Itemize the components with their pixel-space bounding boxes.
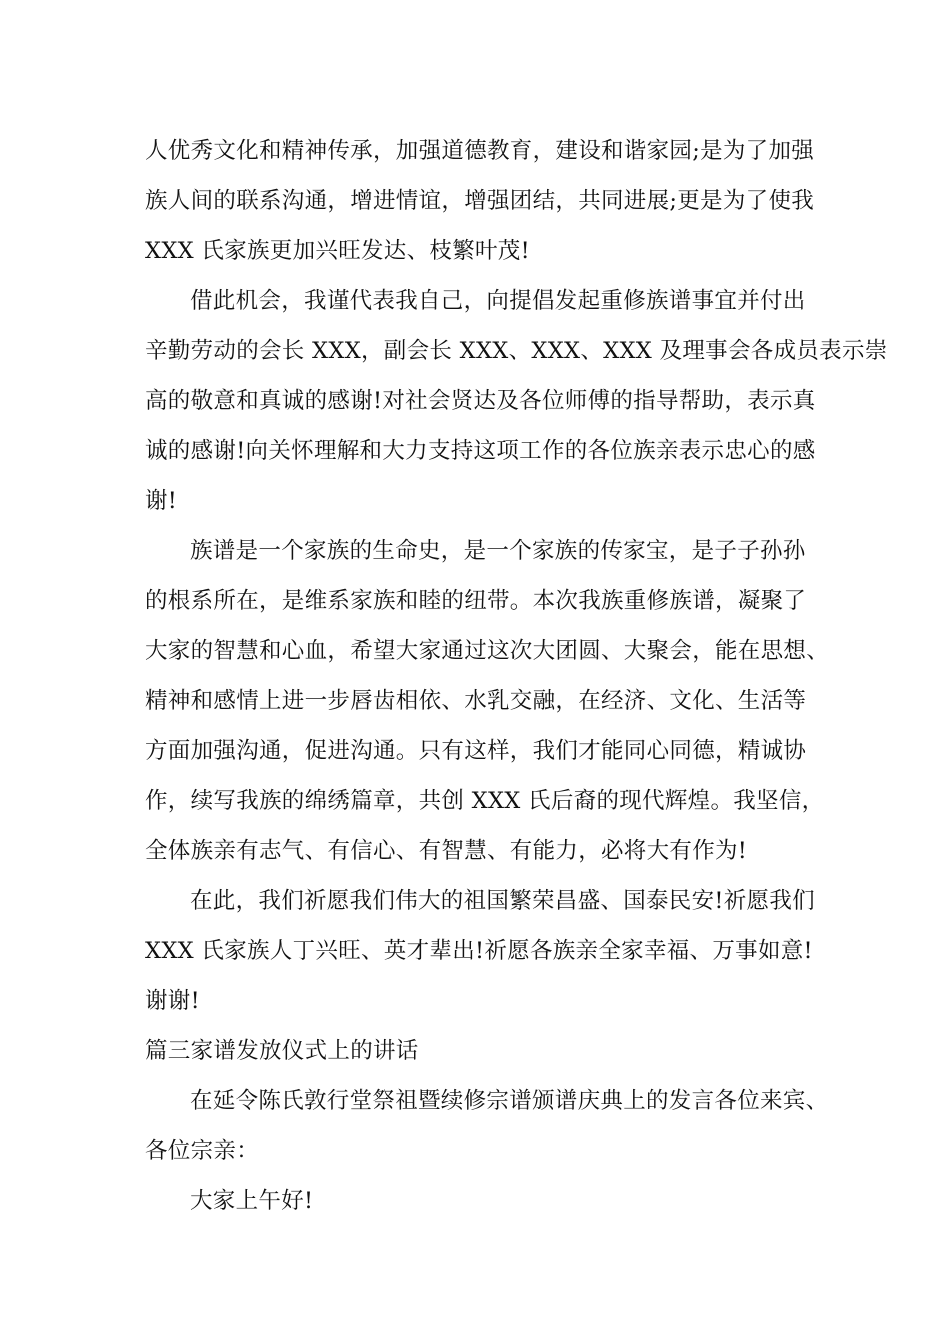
text-line: 全体族亲有志气、有信心、有智慧、有能力，必将大有作为! <box>145 838 748 864</box>
text-line: 大家的智慧和心血，希望大家通过这次大团圆、大聚会，能在思想、 <box>145 638 830 664</box>
text-line: 的根系所在，是维系家族和睦的纽带。本次我族重修族谱，凝聚了 <box>145 588 807 614</box>
paragraph-start-line: 在延令陈氏敦行堂祭祖暨续修宗谱颁谱庆典上的发言各位来宾、 <box>190 1088 829 1114</box>
text-line: 诚的感谢!向关怀理解和大力支持这项工作的各位族亲表示忠心的感 <box>145 438 816 464</box>
text-line: 高的敬意和真诚的感谢!对社会贤达及各位师傅的指导帮助，表示真 <box>145 388 816 414</box>
text-line: 精神和感情上进一步唇齿相依、水乳交融，在经济、文化、生活等 <box>145 688 807 714</box>
document-body <box>145 126 888 1226</box>
text-line: 各位宗亲： <box>145 1138 260 1164</box>
paragraph-start-line: 大家上午好! <box>190 1188 314 1214</box>
section-heading: 篇三家谱发放仪式上的讲话 <box>145 1038 419 1064</box>
text-line: XXX 氏家族更加兴旺发达、枝繁叶茂! <box>145 238 530 264</box>
text-line: 谢! <box>145 488 178 514</box>
paragraph-start-line: 借此机会，我谨代表我自己，向提倡发起重修族谱事宜并付出 <box>190 288 806 314</box>
paragraph-start-line: 在此，我们祈愿我们伟大的祖国繁荣昌盛、国泰民安!祈愿我们 <box>190 888 815 914</box>
text-line: 人优秀文化和精神传承，加强道德教育，建设和谐家园;是为了加强 <box>145 138 815 164</box>
text-line: XXX 氏家族人丁兴旺、英才辈出!祈愿各族亲全家幸福、万事如意! <box>145 938 813 964</box>
text-line: 谢谢! <box>145 988 200 1014</box>
text-line: 方面加强沟通，促进沟通。只有这样，我们才能同心同德，精诚协 <box>145 738 807 764</box>
text-line: 族人间的联系沟通，增进情谊，增强团结，共同进展;更是为了使我 <box>145 188 815 214</box>
paragraph-start-line: 族谱是一个家族的生命史，是一个家族的传家宝，是子子孙孙 <box>190 538 806 564</box>
text-line: 作，续写我族的绵绣篇章，共创 XXX 氏后裔的现代辉煌。我坚信， <box>145 788 825 814</box>
text-line: 辛勤劳动的会长 XXX，副会长 XXX、XXX、XXX 及理事会各成员表示崇 <box>145 338 888 364</box>
